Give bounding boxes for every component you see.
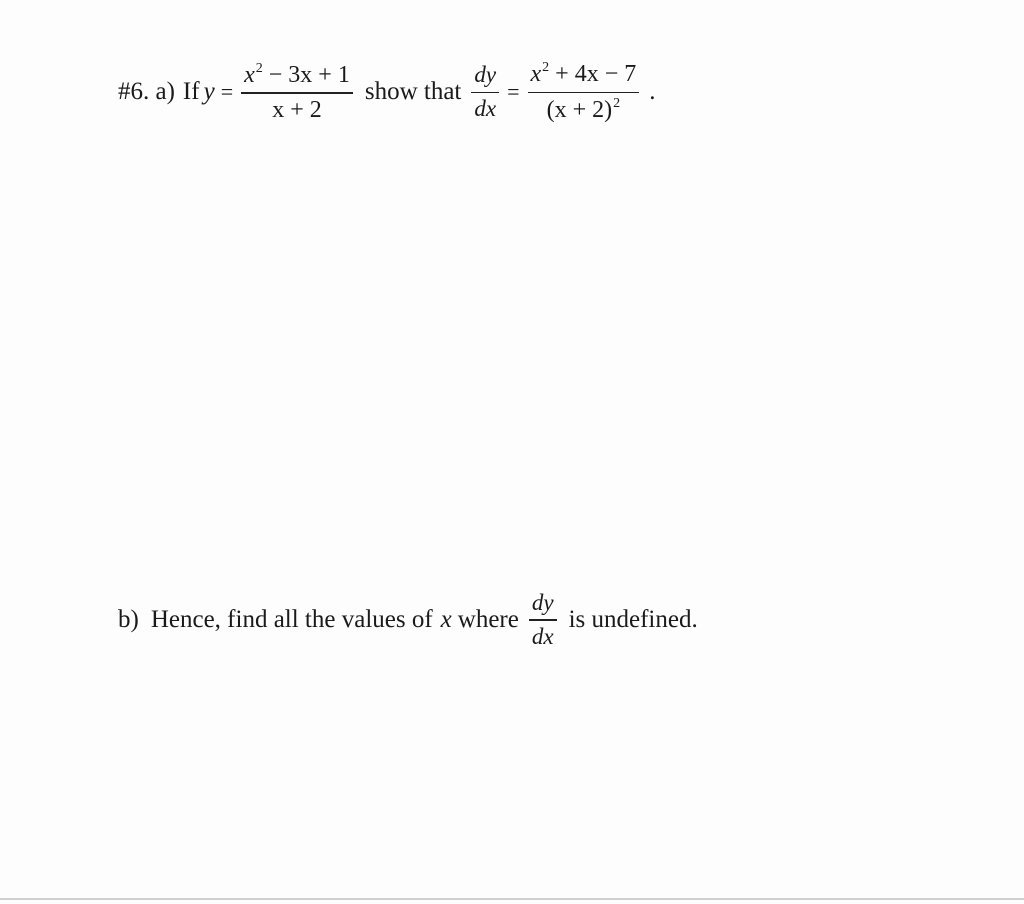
result-fraction bbox=[528, 60, 640, 125]
derivative-bar-b bbox=[529, 619, 557, 621]
show-that-text: show that bbox=[364, 78, 462, 106]
dy-numerator-b: dy bbox=[531, 590, 554, 615]
end-period: . bbox=[649, 78, 656, 106]
y-fraction bbox=[241, 61, 353, 125]
question-label-a: #6. a) bbox=[118, 78, 175, 106]
y-variable: y bbox=[203, 78, 215, 106]
question-part-a bbox=[116, 60, 656, 125]
dx-denominator-b: dx bbox=[531, 623, 554, 649]
where-text: where bbox=[457, 606, 519, 634]
question-label-b: b) bbox=[118, 606, 139, 634]
equals-sign-1: = bbox=[220, 79, 234, 105]
derivative-bar-a bbox=[471, 92, 499, 94]
x-variable: x bbox=[440, 606, 452, 634]
if-text: If bbox=[182, 78, 200, 106]
page-bottom-edge bbox=[0, 898, 1024, 900]
part-b-text-after: is undefined. bbox=[568, 606, 698, 634]
part-b-text-before: Hence, find all the values of bbox=[150, 606, 433, 634]
derivative-fraction-b bbox=[529, 590, 557, 650]
dy-numerator-a: dy bbox=[474, 62, 497, 88]
y-numerator: $x^2 - 3x + 1$ bbox=[244, 60, 350, 88]
question-part-b bbox=[116, 590, 700, 650]
result-numerator: $x^2 + 4x - 7$ bbox=[530, 60, 637, 87]
equals-sign-2: = bbox=[507, 79, 520, 105]
result-denominator: $(x + 2)^2$ bbox=[546, 96, 621, 124]
derivative-fraction-a bbox=[471, 62, 499, 122]
result-fraction-bar bbox=[528, 92, 640, 94]
y-denominator: x + 2 bbox=[272, 96, 322, 123]
dx-denominator-a: dx bbox=[474, 96, 497, 122]
y-fraction-bar bbox=[241, 92, 353, 94]
